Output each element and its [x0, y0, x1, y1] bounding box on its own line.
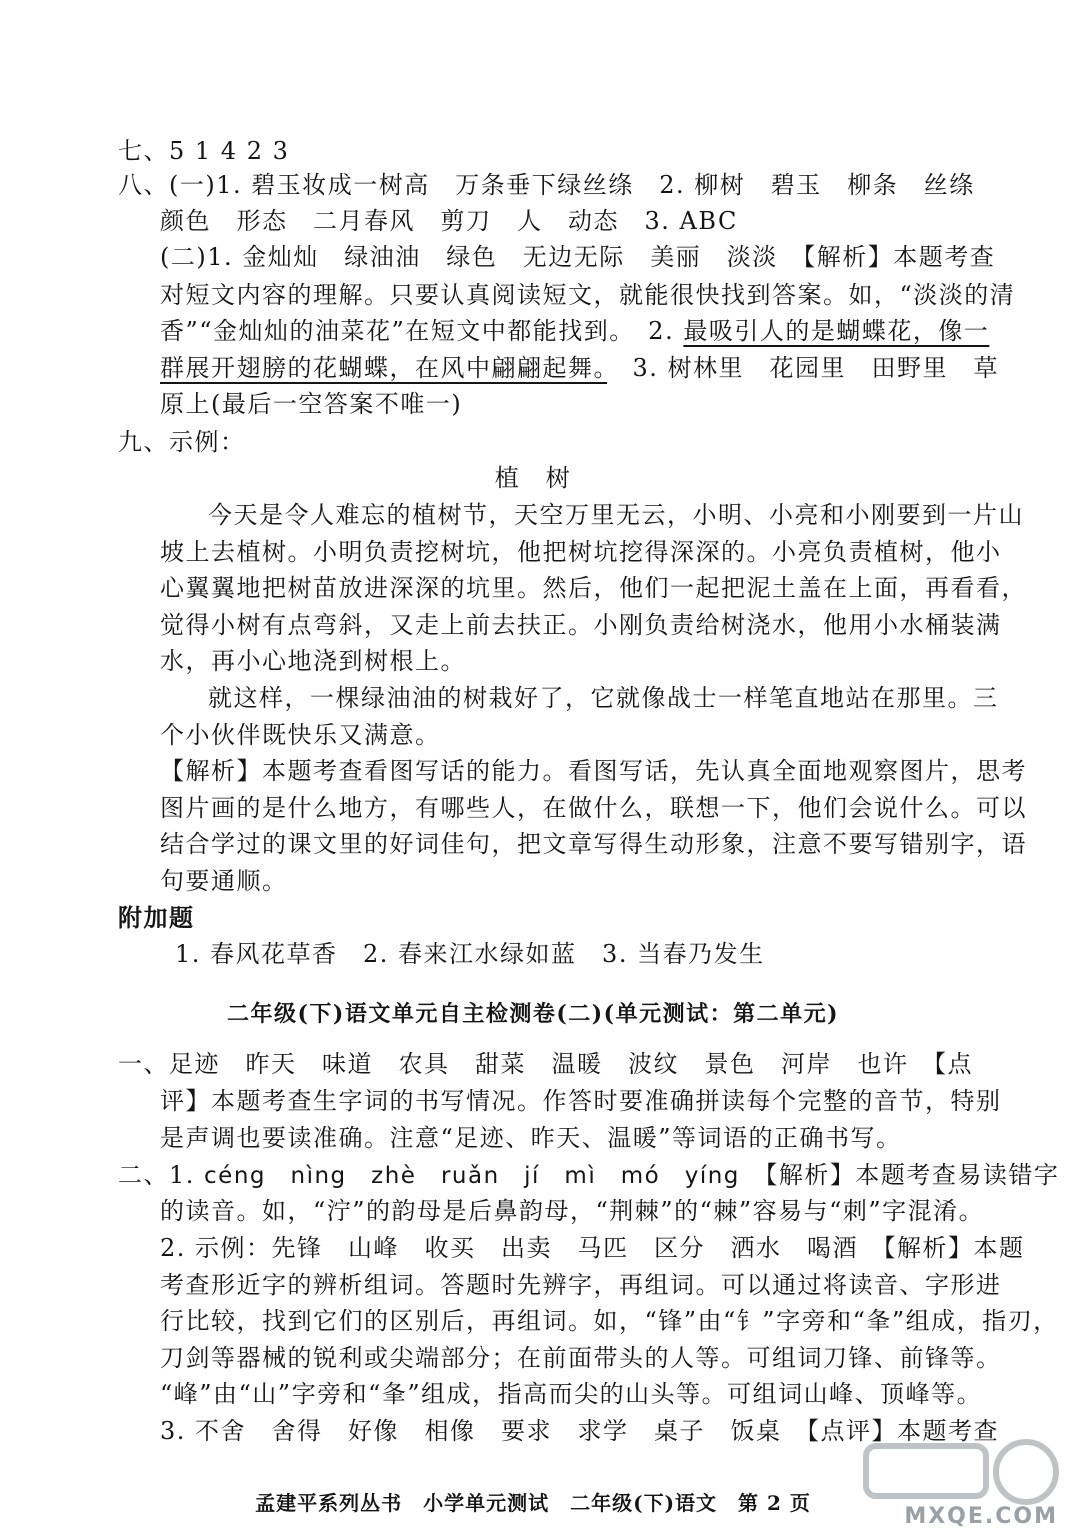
s2-number: 二、1.	[118, 1161, 205, 1189]
section-8-line-6	[160, 350, 1000, 386]
essay-p1-line-2: 坡上去植树。小明负责挖树坑，他把树坑挖得深深的。小亮负责植树，他小	[160, 538, 1002, 566]
test-2-s2-2-line-5: “峰”由“山”字旁和“夆”组成，指高而尖的山头等。可组词山峰、顶峰等。	[160, 1380, 983, 1408]
section-8-line-2: 颜色 形态 二月春风 剪刀 人 动态 3. ABC	[160, 207, 738, 235]
extra-heading: 附加题	[118, 903, 195, 932]
test-2-s1-line-3: 是声调也要读准确。注意“足迹、昨天、温暖”等词语的正确书写。	[160, 1124, 902, 1152]
analysis-line-3: 结合学过的课文里的好词佳句，把文章写得生动形象，注意不要写错别字，语	[160, 830, 1027, 858]
pinyin-answers: céng nìng zhè ruǎn jí mì mó yíng	[204, 1163, 740, 1189]
test-2-s2-2-line-4: 刀剑等器械的锐利或尖端部分；在前面带头的人等。可组词刀锋、前锋等。	[160, 1344, 1002, 1372]
test-2-s1-line-1: 一、足迹 昨天 味道 农具 甜菜 温暖 波纹 景色 河岸 也许 【点	[118, 1050, 973, 1078]
section-9-heading: 九、示例：	[118, 428, 246, 456]
section-8-line-4: 对短文内容的理解。只要认真阅读短文，就能很快找到答案。如，“淡淡的清	[160, 281, 1016, 309]
section-8-line-3: (二)1. 金灿灿 绿油油 绿色 无边无际 美丽 淡淡 【解析】本题考查	[160, 243, 996, 271]
underlined-answer: 最吸引人的是蝴蝶花，像一	[683, 317, 990, 345]
test-2-s1-line-2: 评】本题考查生字词的书写情况。作答时要准确拼读每个完整的音节，特别	[160, 1087, 1002, 1115]
test-2-s2-line-1	[118, 1157, 1060, 1194]
s2-analysis-start: 【解析】本题考查易读错字	[739, 1161, 1060, 1189]
test-2-s2-line-2: 的读音。如，“泞”的韵母是后鼻韵母，“荆棘”的“棘”容易与“刺”字混淆。	[160, 1197, 985, 1225]
analysis-line-1: 【解析】本题考查看图写话的能力。看图写话，先认真全面地观察图片，思考	[160, 757, 1027, 785]
test-2-s2-2-line-1: 2. 示例：先锋 山峰 收买 出卖 马匹 区分 洒水 喝酒 【解析】本题	[160, 1234, 1025, 1262]
analysis-line-4: 句要通顺。	[160, 867, 288, 895]
test-2-s2-2-line-3: 行比较，找到它们的区别后，再组词。如，“锋”由“钅”字旁和“夆”组成，指刃，	[160, 1307, 1059, 1335]
test-2-title: 二年级(下)语文单元自主检测卷(二)(单元测试：第二单元)	[227, 1001, 839, 1027]
extra-answers: 1. 春风花草香 2. 春来江水绿如蓝 3. 当春乃发生	[175, 940, 765, 968]
essay-p2-line-2: 个小伙伴既快乐又满意。	[160, 721, 441, 749]
underlined-answer-cont: 群展开翅膀的花蝴蝶，在风中翩翩起舞。	[160, 354, 607, 382]
test-2-s2-3-line-1: 3. 不舍 舍得 好像 相像 要求 求学 桌子 饭桌 【点评】本题考查	[160, 1417, 1000, 1445]
analysis-line-2: 图片画的是什么地方，有哪些人，在做什么，联想一下，他们会说什么。可以	[160, 794, 1027, 822]
essay-p1-line-3: 心翼翼地把树苗放进深深的坑里。然后，他们一起把泥土盖在上面，再看看，	[160, 574, 1027, 602]
essay-p2-line-1: 就这样，一棵绿油油的树栽好了，它就像战士一样笔直地站在那里。三	[208, 684, 999, 712]
section-8-line-7: 原上(最后一空答案不唯一)	[160, 390, 463, 418]
section-8-line-6-text: 3. 树林里 花园里 田野里 草	[607, 354, 1000, 382]
section-8-line-1: 八、(一)1. 碧玉妆成一树高 万条垂下绿丝绦 2. 柳树 碧玉 柳条 丝绦	[118, 171, 975, 199]
essay-p1-line-5: 水，再小心地浇到树根上。	[160, 647, 466, 675]
section-8-line-5	[160, 313, 990, 349]
test-2-s2-2-line-2: 考查形近字的辨析组词。答题时先辨字，再组词。可以通过将读音、字形进	[160, 1271, 1002, 1299]
essay-p1-line-4: 觉得小树有点弯斜，又走上前去扶正。小刚负责给树浇水，他用小水桶装满	[160, 611, 1002, 639]
page-footer: 孟建平系列丛书 小学单元测试 二年级(下)语文 第 2 页	[255, 1491, 811, 1515]
watermark-text: MXQE.COM	[904, 1504, 1058, 1529]
essay-p1-line-1: 今天是令人难忘的植树节，天空万里无云，小明、小亮和小刚要到一片山	[208, 501, 1024, 529]
section-7-answer: 七、5 1 4 2 3	[118, 137, 290, 165]
essay-title: 植 树	[494, 464, 572, 492]
section-8-line-5-text: 香”“金灿灿的油菜花”在短文中都能找到。 2.	[160, 317, 684, 345]
